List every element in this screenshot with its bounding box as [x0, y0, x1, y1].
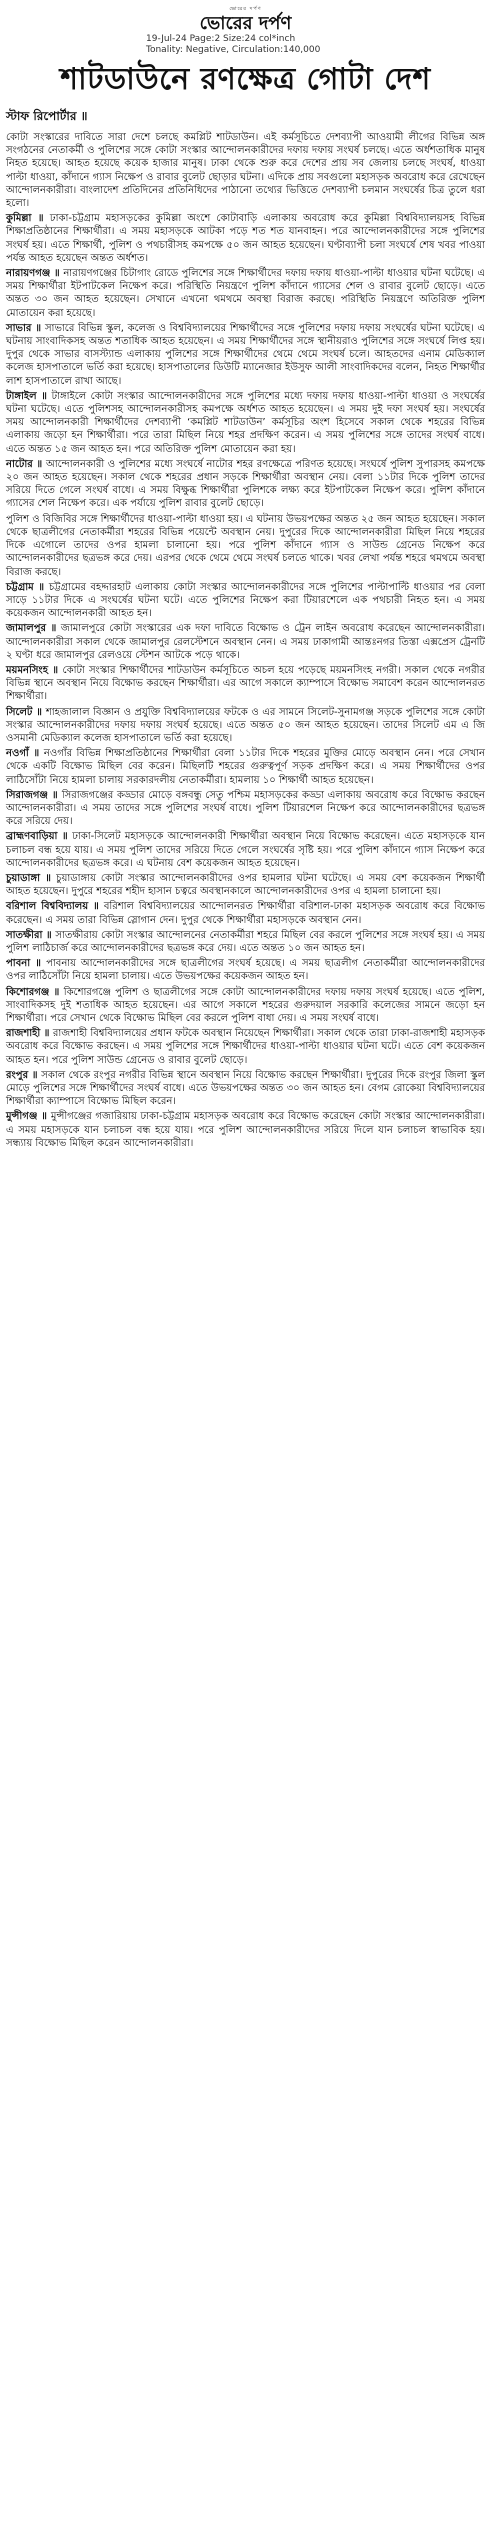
dateline: চট্টগ্রাম ॥	[6, 581, 49, 593]
paragraph-text: টাঙ্গাইলে কোটা সংস্কার আন্দোলনকারীদের সঙ্গে পুলিশের মধ্যে দফায় দফায় ধাওয়া-পাল্টা ধাওয়া ও সংঘর্ষের ঘটনা ঘটেছে। এতে পুলিশসহ আন্দোলনকারীসহ কমপক্ষে অর্ধশত আহত হয়েছেন। এ সময় দুই দফা সংঘর্ষ হয়। সংঘর্ষের সময় আন্দোলনকারী শিক্ষার্থীদের দেশব্যাপী ‘কমপ্লিট শাটডাউন’ কর্মসূচির অংশ হিসেবে সকাল থেকে শহরের বিভিন্ন এলাকায় জড়ো হন শিক্ষার্থীরা। পরে তারা মিছিল নিয়ে শহর প্রদক্ষিণ করেন। এ সময় পুলিশের সঙ্গে তাদের সংঘর্ষ বাধে। এতে অন্তত ১৫ জন আহত হন। পরে অতিরিক্ত পুলিশ মোতায়েন করা হয়।	[6, 390, 486, 455]
byline: স্টাফ রিপোর্টার ॥	[6, 109, 88, 123]
dateline: সাভার ॥	[6, 322, 45, 334]
article-paragraph	[6, 789, 485, 829]
article-paragraph	[6, 390, 485, 456]
dateline: নারায়ণগঞ্জ ॥	[6, 268, 64, 280]
paragraph-text: জামালপুরে কোটা সংস্কারের এক দফা দাবিতে বিক্ষোভ ও ট্রেন লাইন অবরোধ করেছেন আন্দোলনকারীরা। আন্দোলনকারীরা সকাল থেকে জামালপুর রেলস্টেশনে অবস্থান নেন। এ সময় ঢাকাগামী আন্তঃনগর তিস্তা এক্সপ্রেস ট্রেনটি ২ ঘণ্টা ধরে জামালপুর রেলওয়ে স্টেশন আটকে পড়ে থাকে।	[6, 623, 485, 661]
paragraph-text: কিশোরগঞ্জে পুলিশ ও ছাত্রলীগের সঙ্গে কোটা আন্দোলনকারীদের দফায় দফায় সংঘর্ষ হয়েছে। এতে পুলিশ, সাংবাদিকসহ দুই শতাধিক আহত হয়েছেন। এর আগে সকালে শহরের গুরুদয়াল সরকারি কলেজের সামনে জড়ো হন শিক্ষার্থীরা। পরে সেখান থেকে বিক্ষোভ মিছিল বের করলে পুলিশ বাধা দেয়। এ সময় সংঘর্ষ বাধে।	[6, 986, 485, 1024]
paragraph-text: পুলিশ ও বিজিবির সঙ্গে শিক্ষার্থীদের ধাওয়া-পাল্টা ধাওয়া হয়। এ ঘটনায় উভয়পক্ষের অন্তত ২৫ জন আহত হয়েছেন। সকাল থেকে ছাত্রলীগের নেতাকর্মীরা শহরের বিভিন্ন পয়েন্টে অবস্থান নেয়। দুপুরের দিকে আন্দোলনকারীরা মিছিল নিয়ে শহরের দিকে এগোলে তাদের ওপর হামলা চালানো হয়। পরে পুলিশ কাঁদানে গ্যাস ও সাউন্ড গ্রেনেড নিক্ষেপ করে আন্দোলনকারীদের ছত্রভঙ্গ করে দেয়। এরপর থেকে থেমে থেমে সংঘর্ষ চলতে থাকে। খবর লেখা পর্যন্ত শহরে থমথমে অবস্থা বিরাজ করছে।	[6, 513, 485, 578]
headline: শাটডাউনে রণক্ষেত্র গোটা দেশ	[60, 62, 431, 97]
article-paragraph	[6, 1069, 485, 1109]
paragraph-text: শাহজালাল বিজ্ঞান ও প্রযুক্তি বিশ্ববিদ্যালয়ের ফটকে ও এর সামনে সিলেট-সুনামগঞ্জ সড়কে পুলিশের সঙ্গে কোটা সংস্কার আন্দোলনকারীদের দফায় দফায় সংঘর্ষ হয়েছে। এতে অন্তত ৫০ জন আহত হয়েছেন। তাদের সিলেট এম এ জি ওসমানী মেডিক্যাল কলেজ হাসপাতালে ভর্তি করা হয়েছে।	[6, 706, 485, 744]
dateline: রাজশাহী ॥	[6, 1028, 53, 1040]
paragraph-text: বরিশাল বিশ্ববিদ্যালয়ের আন্দোলনরত শিক্ষার্থীরা বরিশাল-ঢাকা মহাসড়ক অবরোধ করে বিক্ষোভ করেছেন। এ সময় তারা বিভিন্ন স্লোগান দেন। দুপুর থেকে শিক্ষার্থীরা মহাসড়কে অবস্থান নেন।	[6, 901, 485, 926]
paragraph-text: চট্টগ্রামের বহদ্দারহাট এলাকায় কোটা সংস্কার আন্দোলনকারীদের সঙ্গে পুলিশের পাল্টাপাল্টি ধাওয়ার পর বেলা সাড়ে ১১টার দিকে এ সংঘর্ষের ঘটনা ঘটে। এতে পুলিশের নিক্ষেপ করা টিয়ারশেলে এক পথচারী নিহত হন। এ সময় কয়েকজন আন্দোলনকারী আহত হন।	[6, 581, 485, 620]
dateline: সিলেট ॥	[6, 706, 46, 718]
paragraph-text: নারায়ণগঞ্জের চিটাগাং রোডে পুলিশের সঙ্গে শিক্ষার্থীদের দফায় দফায় ধাওয়া-পাল্টা ধাওয়ার ঘটনা ঘটেছে। এ সময় শিক্ষার্থীরা ইটপাটকেল নিক্ষেপ করে। পরিস্থিতি নিয়ন্ত্রণে পুলিশ কাঁদানে গ্যাসের শেল ও রাবার বুলেট ছোড়ে। এতে অন্তত ৩০ জন আহত হয়েছেন। সেখানে এখনো থমথমে অবস্থা বিরাজ করছে। পরিস্থিতি নিয়ন্ত্রণে অতিরিক্ত পুলিশ মোতায়েন করা হয়েছে।	[6, 268, 485, 319]
meta-line-tonality: Tonality: Negative, Circulation:140,000	[146, 45, 321, 55]
dateline: রংপুর ॥	[6, 1069, 42, 1081]
paragraph-text: নওগাঁর বিভিন্ন শিক্ষাপ্রতিষ্ঠানের শিক্ষার্থীরা বেলা ১১টার দিকে শহরের মুক্তির মোড়ে অবস্থান নেন। পরে সেখান থেকে একটি বিক্ষোভ মিছিল বের করেন। মিছিলটি শহরের গুরুত্বপূর্ণ সড়ক প্রদক্ষিণ করে। এ সময় শিক্ষার্থীদের ওপর লাঠিসোঁটা নিয়ে হামলা চালায় সরকারদলীয় নেতাকর্মীরা। হামলায় ১০ শিক্ষার্থী আহত হয়েছেন।	[6, 748, 485, 786]
article-paragraph	[6, 622, 485, 662]
dateline: টাঙ্গাইল ॥	[6, 390, 52, 402]
dateline: জামালপুর ॥	[6, 623, 61, 635]
article-paragraph	[6, 581, 485, 621]
paragraph-text: আন্দোলনকারী ও পুলিশের মধ্যে সংঘর্ষে নাটোর শহর রণক্ষেত্রে পরিণত হয়েছে। সংঘর্ষে পুলিশ সুপারসহ কমপক্ষে ২০ জন আহত হয়েছেন। সকাল থেকে শহরের প্রধান সড়কে শিক্ষার্থীরা অবস্থান নেয়। বেলা ১১টার দিকে পুলিশ তাদের সরিয়ে দিতে গেলে সংঘর্ষ বাধে। এ সময় বিক্ষুব্ধ শিক্ষার্থীরা পুলিশকে লক্ষ্য করে ইটপাটকেল নিক্ষেপ করে। পুলিশ কাঁদানে গ্যাসের শেল নিক্ষেপ করে। এক পর্যায়ে পুলিশ রাবার বুলেট ছোড়ে।	[6, 458, 486, 510]
dateline: ময়মনসিংহ ॥	[6, 664, 63, 676]
article-body	[6, 131, 485, 1150]
article-paragraph	[6, 986, 485, 1026]
paragraph-text: কোটা সংস্কার শিক্ষার্থীদের শাটডাউন কর্মসূচিতে অচল হয়ে পড়েছে ময়মনসিংহ নগরী। সকাল থেকে নগরীর বিভিন্ন স্থানে অবস্থান নিয়ে বিক্ষোভ করছেন শিক্ষার্থীরা। এর আগে সকালে ক্যাম্পাসে বিক্ষোভ সমাবেশ করেন আন্দোলনরত শিক্ষার্থীরা।	[6, 664, 485, 703]
dateline: মুন্সীগঞ্জ ॥	[6, 1111, 51, 1123]
article-paragraph	[6, 458, 485, 511]
article-paragraph	[6, 957, 485, 983]
dateline: পাবনা ॥	[6, 958, 47, 970]
article-paragraph	[6, 706, 485, 746]
article-paragraph	[6, 212, 485, 265]
paragraph-text: সিরাজগঞ্জের কড্ডার মোড়ে বঙ্গবন্ধু সেতু পশ্চিম মহাসড়কের কড্ডা এলাকায় অবরোধ করে বিক্ষোভ করছেন আন্দোলনকারীরা। এ সময় তাদের সঙ্গে পুলিশের সংঘর্ষ বাধে। পুলিশ টিয়ারশেল নিক্ষেপ করে আন্দোলনকারীদের ছত্রভঙ্গ করে সরিয়ে দেয়।	[6, 789, 486, 828]
dateline: কিশোরগঞ্জ ॥	[6, 986, 64, 998]
article-paragraph	[6, 1027, 485, 1067]
meta-line-date: 19-Jul-24 Page:2 Size:24 col*inch	[146, 34, 296, 44]
dateline: নওগাঁ ॥	[6, 748, 44, 760]
newspaper-name: ভোরের দর্পণ	[199, 13, 292, 34]
article-paragraph	[6, 664, 485, 704]
masthead	[6, 6, 485, 34]
dateline: সিরাজগঞ্জ ॥	[6, 789, 62, 801]
paragraph-text: রাজশাহী বিশ্ববিদ্যালয়ের প্রধান ফটকে অবস্থান নিয়েছেন শিক্ষার্থীরা। সকাল থেকে তারা ঢাকা-রাজশাহী মহাসড়ক অবরোধ করে বিক্ষোভ করছেন। এ সময় পুলিশের সঙ্গে শিক্ষার্থীদের ধাওয়া-পাল্টা ধাওয়ার ঘটনা ঘটে। এতে বেশ কয়েকজন আহত হন। পরে পুলিশ সাউন্ড গ্রেনেড ও রাবার বুলেট ছোড়ে।	[6, 1028, 486, 1066]
paragraph-text: সাভারে বিভিন্ন স্কুল, কলেজ ও বিশ্ববিদ্যালয়ের শিক্ষার্থীদের সঙ্গে পুলিশের দফায় দফায় সংঘর্ষের ঘটনা ঘটেছে। এ ঘটনায় সাংবাদিকসহ অন্তত শতাধিক আহত হয়েছেন। এ সময় শিক্ষার্থীদের সঙ্গে স্থানীয়রাও পুলিশের সঙ্গে সংঘর্ষে লিপ্ত হয়। দুপুর থেকে সাভার বাসস্ট্যান্ড এলাকায় পুলিশের সঙ্গে শিক্ষার্থীদের থেমে থেমে সংঘর্ষ চলে। আহতদের এনাম মেডিক্যাল কলেজ হাসপাতালে ভর্তি করা হয়েছে। হাসপাতালের ডিউটি ম্যানেজার ইউসুফ আলী সাংবাদিকদের বলেন, নিহত শিক্ষার্থীর লাশ হাসপাতালে রাখা আছে।	[6, 322, 486, 387]
paragraph-text: চুয়াডাঙ্গায় কোটা সংস্কার আন্দোলনকারীদের ওপর হামলার ঘটনা ঘটেছে। এ সময় বেশ কয়েকজন শিক্ষার্থী আহত হয়েছেন। দুপুরে শহরের শহীদ হাসান চত্বরে অবস্থানকালে আন্দোলনকারীদের ওপর এ হামলা চালানো হয়।	[6, 872, 485, 898]
dateline: বরিশাল বিশ্ববিদ্যালয় ॥	[6, 901, 104, 913]
article-paragraph	[6, 872, 485, 898]
paragraph-text: কোটা সংস্কারের দাবিতে সারা দেশে চলছে কমপ্লিট শাটডাউন। এই কর্মসূচিতে দেশব্যাপী আওয়ামী লীগের বিভিন্ন অঙ্গ সংগঠনের নেতাকর্মী ও পুলিশের সঙ্গে কোটা সংস্কার আন্দোলনকারীদের দফায় দফায় সংঘর্ষ চলছে। এতে অর্ধশতাধিক মানুষ নিহত হয়েছে। আহত হয়েছে কয়েক হাজার মানুষ। ঢাকা থেকে শুরু করে দেশের প্রায় সব জেলায় চলছে সংঘর্ষ, ধাওয়া পাল্টা ধাওয়া, কাঁদানে গ্যাস নিক্ষেপ ও রাবার বুলেট ছোড়ার ঘটনা। এদিকে প্রায় সবগুলো মহাসড়ক অবরোধ করে রেখেছেন আন্দোলনকারীরা। বাংলাদেশ প্রতিদিনের প্রতিনিধিদের পাঠানো তথ্যের ভিত্তিতে দেশব্যাপী চলমান সংঘর্ষের চিত্র তুলে ধরা হলো।	[6, 132, 485, 210]
article-paragraph	[6, 513, 485, 579]
article-paragraph	[6, 267, 485, 320]
article-paragraph	[6, 747, 485, 787]
paragraph-text: সকাল থেকে রংপুর নগরীর বিভিন্ন স্থানে অবস্থান নিয়ে বিক্ষোভ করছেন শিক্ষার্থীরা। দুপুরের দিকে রংপুর জিলা স্কুল মোড়ে পুলিশের সঙ্গে শিক্ষার্থীদের সংঘর্ষ বাধে। এতে উভয়পক্ষের অন্তত ৩০ জন আহত হন। বেগম রোকেয়া বিশ্ববিদ্যালয়ের শিক্ষার্থীরা ক্যাম্পাসে বিক্ষোভ মিছিল করেন।	[6, 1069, 485, 1108]
dateline: ব্রাহ্মণবাড়িয়া ॥	[6, 831, 73, 843]
paragraph-text: মুন্সীগঞ্জের গজারিয়ায় ঢাকা-চট্টগ্রাম মহাসড়ক অবরোধ করে বিক্ষোভ করেছেন কোটা সংস্কার আন্দোলনকারীরা। এ সময় মহাসড়কে যান চলাচল বন্ধ হয়ে যায়। পরে পুলিশ আন্দোলনকারীদের সরিয়ে দিলে যান চলাচল স্বাভাবিক হয়। সন্ধ্যায় বিক্ষোভ মিছিল করেন আন্দোলনকারীরা।	[6, 1111, 485, 1149]
article-paragraph	[6, 830, 485, 870]
article-paragraph	[6, 929, 485, 955]
dateline: কুমিল্লা ॥	[6, 213, 50, 225]
dateline: চুয়াডাঙ্গা ॥	[6, 872, 57, 884]
article-paragraph	[6, 322, 485, 388]
paragraph-text: সাতক্ষীরায় কোটা সংস্কার আন্দোলনের নেতাকর্মীরা শহরে মিছিল বের করলে পুলিশের সঙ্গে সংঘর্ষ হয়। এ সময় পুলিশ লাঠিচার্জ করে আন্দোলনকারীদের ছত্রভঙ্গ করে দেয়। এতে অন্তত ১০ জন আহত হন।	[6, 929, 485, 954]
dateline: সাতক্ষীরা ॥	[6, 929, 56, 941]
clipping-meta	[146, 34, 485, 56]
paragraph-text: ঢাকা-চট্টগ্রাম মহাসড়কের কুমিল্লা অংশে কোটাবাড়ি এলাকায় অবরোধ করে কুমিল্লা বিশ্ববিদ্যালয়সহ বিভিন্ন শিক্ষাপ্রতিষ্ঠানের শিক্ষার্থীরা। এ সময় মহাসড়কে আটকা পড়ে শত শত যানবাহন। পরে আন্দোলনকারীদের সঙ্গে পুলিশের সংঘর্ষ হয়। এতে শিক্ষার্থী, পুলিশ ও পথচারীসহ কমপক্ষে ৫০ জন আহত হয়েছেন। ঘণ্টাব্যাপী চলা সংঘর্ষে শেষ খবর পাওয়া পর্যন্ত আহত হয়েছেন অন্তত অর্ধশত।	[6, 213, 486, 264]
article-paragraph	[6, 131, 485, 210]
dateline: নাটোর ॥	[6, 458, 46, 470]
masthead-small: ভোরের দর্পণ	[229, 6, 262, 12]
article-paragraph	[6, 900, 485, 926]
article-paragraph	[6, 1110, 485, 1150]
paragraph-text: ঢাকা-সিলেট মহাসড়কে আন্দোলনকারী শিক্ষার্থীরা অবস্থান নিয়ে বিক্ষোভ করেছেন। এতে মহাসড়কে যান চলাচল বন্ধ হয়ে যায়। এ সময় পুলিশ তাদের সরিয়ে দিতে গেলে সংঘর্ষের সৃষ্টি হয়। পরে পুলিশ কাঁদানে গ্যাস নিক্ষেপ করে আন্দোলনকারীদের ছত্রভঙ্গ করে। এ ঘটনায় বেশ কয়েকজন আহত হয়েছেন।	[6, 831, 485, 869]
paragraph-text: পাবনায় আন্দোলনকারীদের সঙ্গে ছাত্রলীগের সংঘর্ষ হয়েছে। এ সময় ছাত্রলীগ নেতাকর্মীরা আন্দোলনকারীদের ওপর লাঠিসোঁটা নিয়ে হামলা চালায়। এতে উভয়পক্ষের কয়েকজন আহত হন।	[6, 958, 485, 983]
